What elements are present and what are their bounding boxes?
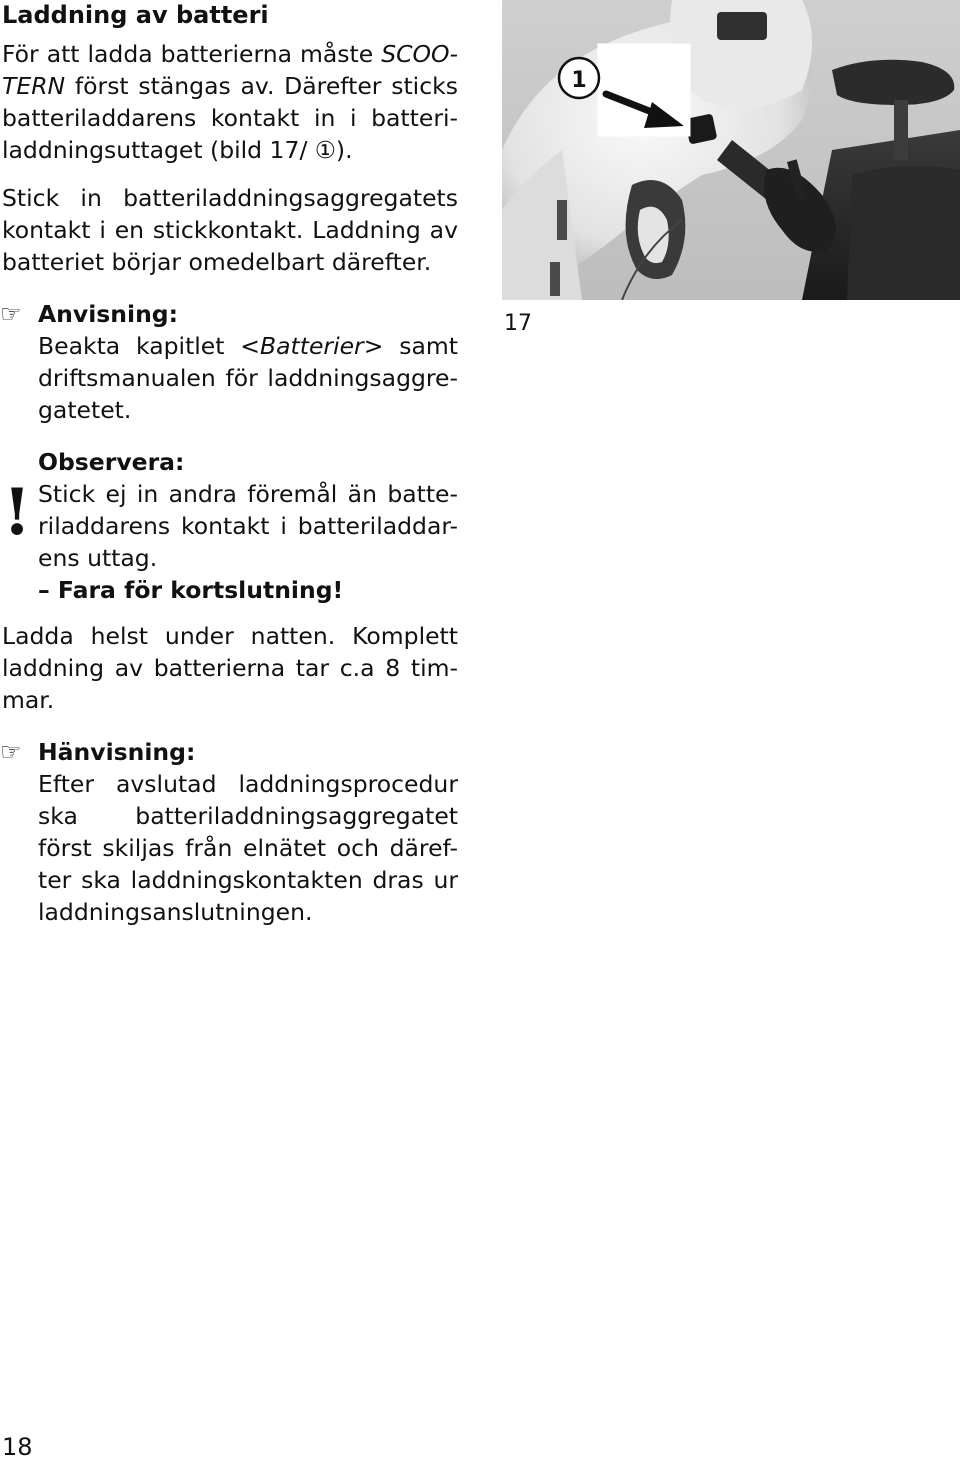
paragraph-plug-in xyxy=(2,182,458,278)
warning-observera xyxy=(38,446,458,606)
text-line: laddningsuttaget (bild 17/ ①). xyxy=(2,136,353,164)
text-italic: SCOO- xyxy=(381,40,458,68)
paragraph-charging-intro xyxy=(2,38,458,166)
text-line: driftsmanualen för laddningsaggre- xyxy=(38,364,458,392)
danger-text: – Fara för kortslutning! xyxy=(38,576,344,604)
pointing-hand-icon: ☞ xyxy=(0,738,22,766)
text-line: kontakt i en stickkontakt. Laddning av xyxy=(2,216,458,244)
page-heading: Laddning av batteri xyxy=(2,1,269,29)
text-line xyxy=(2,70,458,102)
text-line: laddningsanslutningen. xyxy=(38,898,313,926)
figure-callout-number: 1 xyxy=(571,68,587,93)
text-line: först skiljas från elnätet och däref- xyxy=(38,834,458,862)
text-italic: Batterier xyxy=(260,332,364,360)
text-line: mar. xyxy=(2,686,55,714)
text-line: batteriladdarens kontakt in i batteri- xyxy=(2,104,458,132)
text-line: ter ska laddningskontakten dras ur xyxy=(38,866,458,894)
warning-exclamation-icon: ! xyxy=(3,475,32,550)
note-anvisning xyxy=(38,298,458,426)
text-line: Stick in batteriladdningsaggregatets xyxy=(2,184,458,212)
text-line xyxy=(38,330,458,362)
text-fragment: först stängas av. Därefter sticks xyxy=(65,72,458,100)
text-fragment: > samt xyxy=(363,332,458,360)
warning-label: Observera: xyxy=(38,448,185,476)
text-italic: TERN xyxy=(2,72,66,100)
text-line: batteriet börjar omedelbart därefter. xyxy=(2,248,432,276)
scooter-photo-svg xyxy=(502,0,960,300)
paragraph-overnight xyxy=(2,620,458,716)
text-line xyxy=(2,38,458,70)
text-line: ens uttag. xyxy=(38,544,158,572)
text-line: gatetet. xyxy=(38,396,132,424)
scooter-charging-photo xyxy=(502,0,960,300)
note-label: Hänvisning: xyxy=(38,738,196,766)
page-number: 18 xyxy=(2,1433,33,1461)
text-line: ska batteriladdningsaggregatet xyxy=(38,802,458,830)
pointing-hand-icon: ☞ xyxy=(0,300,22,328)
text-line: Stick ej in andra föremål än batte- xyxy=(38,480,458,508)
text-fragment: För att ladda batterierna måste xyxy=(2,40,382,68)
text-line: laddning av batterierna tar c.a 8 tim- xyxy=(2,654,458,682)
text-line: Efter avslutad laddningsprocedur xyxy=(38,770,458,798)
note-hanvisning xyxy=(38,736,458,928)
text-line: Ladda helst under natten. Komplett xyxy=(2,622,458,650)
figure-number: 17 xyxy=(504,311,532,336)
text-line: riladdarens kontakt i batteriladdar- xyxy=(38,512,458,540)
note-label: Anvisning: xyxy=(38,300,179,328)
text-fragment: Beakta kapitlet < xyxy=(38,332,260,360)
